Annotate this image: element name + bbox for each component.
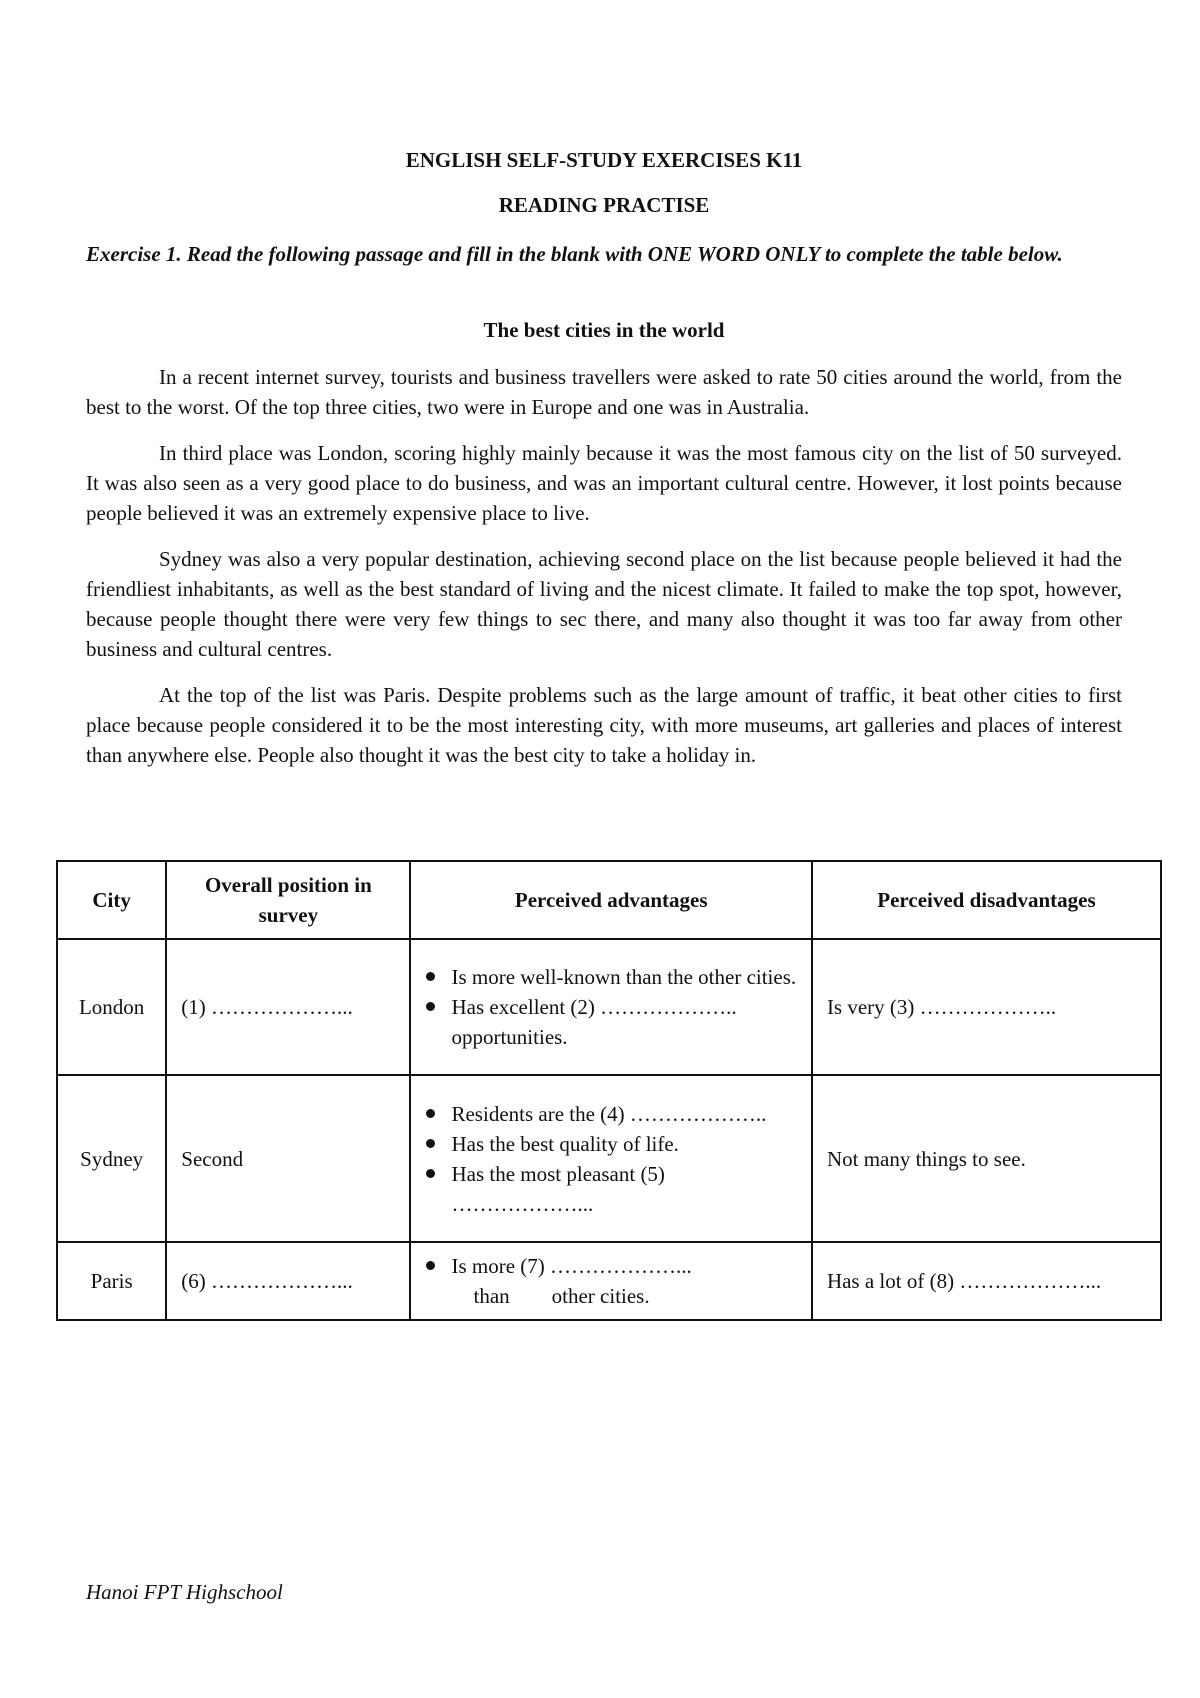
- disadvantages-cell: Has a lot of (8) ………………...: [812, 1242, 1161, 1320]
- list-item: Residents are the (4) ………………..: [425, 1099, 796, 1129]
- footer-school-name: Hanoi FPT Highschool: [86, 1580, 283, 1604]
- header-position: Overall position in survey: [166, 861, 410, 939]
- city-cell: London: [57, 939, 166, 1075]
- advantages-continuation: [425, 1281, 796, 1311]
- advantages-cell: [410, 1242, 811, 1320]
- reading-passage: [86, 362, 1122, 786]
- exercise-instruction: Exercise 1. Read the following passage and fill in the blank with ONE WORD ONLY to complete the table below.: [86, 242, 1063, 266]
- position-cell: (6) ………………...: [166, 1242, 410, 1320]
- passage-title: The best cities in the world: [483, 318, 725, 342]
- list-item: Is more (7) ………………...: [425, 1251, 796, 1281]
- list-item: Has the best quality of life.: [425, 1129, 796, 1159]
- table-header-row: [57, 861, 1161, 939]
- disadvantages-cell: Is very (3) ………………..: [812, 939, 1161, 1075]
- passage-paragraph: In a recent internet survey, tourists and business travellers were asked to rate 50 cities around the world, from the best to the worst. Of the top three cities, two were in Europe and one was in Australia.: [86, 365, 1122, 419]
- passage-paragraph: Sydney was also a very popular destination, achieving second place on the list because people believed it had the friendliest inhabitants, as well as the best standard of living and the nicest climate. It failed to make the top spot, however, because people thought there were very few things to sec there, and many also thought it was too far away from other business and cultural centres.: [86, 547, 1122, 661]
- advantages-list: [425, 1251, 796, 1281]
- advantages-list: [425, 962, 796, 1052]
- document-subtitle: READING PRACTISE: [498, 193, 710, 217]
- summary-table: [56, 860, 1162, 1321]
- table-row: [57, 1242, 1161, 1320]
- position-cell: (1) ………………...: [166, 939, 410, 1075]
- table-row: [57, 939, 1161, 1075]
- list-item: Is more well-known than the other cities.: [425, 962, 796, 992]
- header-disadvantages: Perceived disadvantages: [812, 861, 1161, 939]
- city-cell: Sydney: [57, 1075, 166, 1242]
- other-cities-text: other cities.: [551, 1284, 650, 1308]
- list-item: Has excellent (2) ……………….. opportunities.: [425, 992, 796, 1052]
- header-advantages: Perceived advantages: [410, 861, 811, 939]
- position-cell: Second: [166, 1075, 410, 1242]
- table-row: [57, 1075, 1161, 1242]
- passage-paragraph: At the top of the list was Paris. Despite problems such as the large amount of traffic, it beat other cities to first place because people considered it to be the most interesting city, with more museums, art galleries and places of interest than anywhere else. People also thought it was the best city to take a holiday in.: [86, 683, 1122, 767]
- advantages-cell: [410, 1075, 811, 1242]
- document-title: ENGLISH SELF-STUDY EXERCISES K11: [405, 148, 803, 172]
- than-word: than: [473, 1284, 510, 1308]
- advantages-list: [425, 1099, 796, 1219]
- city-cell: Paris: [57, 1242, 166, 1320]
- header-city: City: [57, 861, 166, 939]
- list-item: Has the most pleasant (5) ………………...: [425, 1159, 796, 1219]
- advantages-cell: [410, 939, 811, 1075]
- passage-paragraph: In third place was London, scoring highly mainly because it was the most famous city on the list of 50 surveyed. It was also seen as a very good place to do business, and was an important cultural centre. However, it lost points because people believed it was an extremely expensive place to live.: [86, 441, 1122, 525]
- disadvantages-cell: Not many things to see.: [812, 1075, 1161, 1242]
